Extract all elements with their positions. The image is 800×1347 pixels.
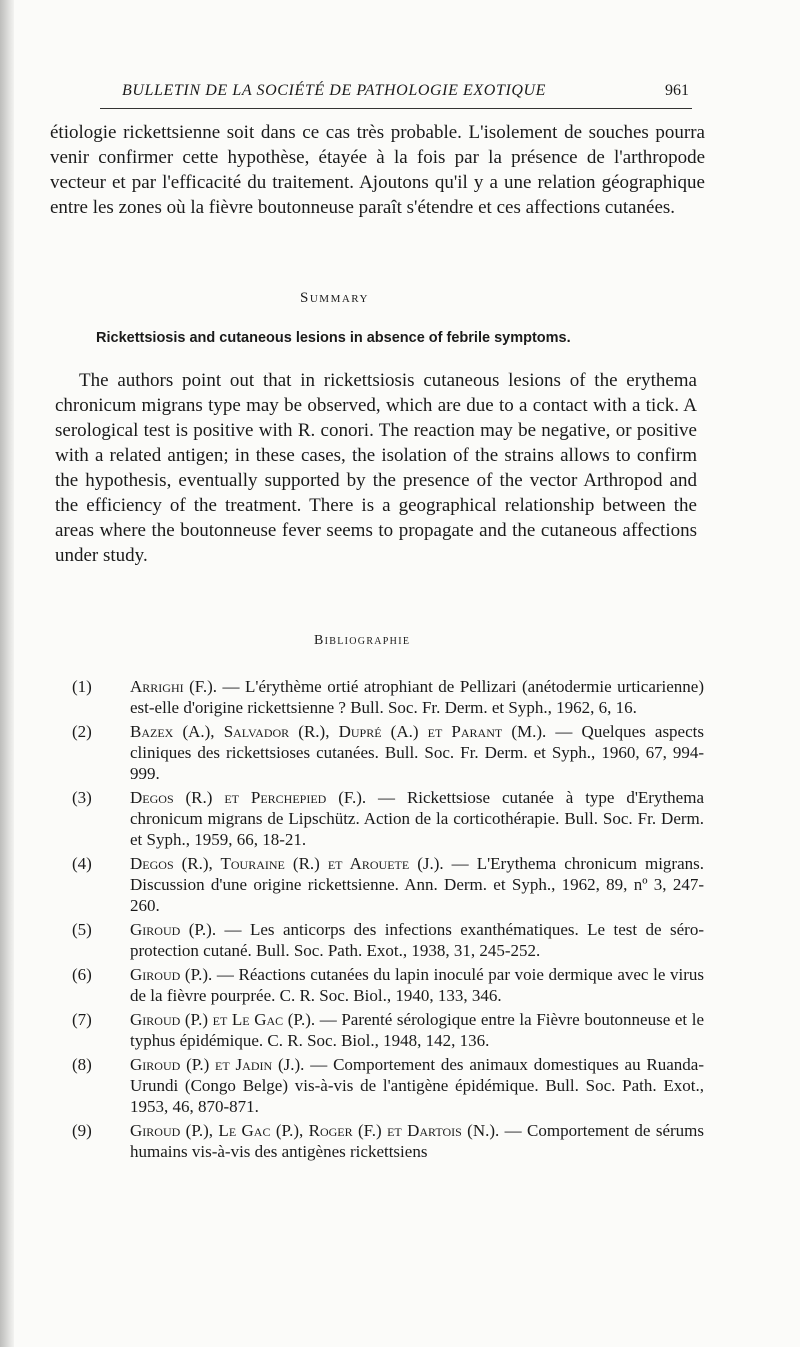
reference-authors: Giroud (P.), Le Gac (P.), Roger (F.) et Dartois (N.). xyxy=(130,1121,500,1140)
bibliography-list xyxy=(72,676,704,1165)
reference-authors: Giroud (P.) et Le Gac (P.). xyxy=(130,1010,316,1029)
reference-authors: Degos (R.), Touraine (R.) et Arouete (J.). xyxy=(130,854,444,873)
intro-paragraph: étiologie rickettsienne soit dans ce cas très probable. L'isolement de souches pourra venir confirmer cette hypothèse, étayée à la fois par la présence de l'arthropode vecteur et par l'efficacité du traitement. Ajoutons qu'il y a une relation géographique entre les zones où la fièvre boutonneuse paraît s'étendre et ces affections cutanées. xyxy=(50,122,705,218)
reference-item xyxy=(72,787,704,850)
reference-text: — Parenté sérologique entre la Fièvre boutonneuse et le typhus épidémique. C. R. Soc. Biol., 1948, 142, 136. xyxy=(130,1010,704,1050)
reference-number: (1) xyxy=(72,677,92,696)
reference-text: — Quelques aspects cliniques des rickettsioses cutanées. Bull. Soc. Fr. Derm. et Syph., 1960, 67, 994-999. xyxy=(130,722,704,783)
reference-number: (8) xyxy=(72,1055,92,1074)
reference-number: (2) xyxy=(72,722,92,741)
reference-number: (9) xyxy=(72,1121,92,1140)
summary-heading: Summary xyxy=(300,290,369,306)
reference-text: — L'érythème ortié atrophiant de Pellizari (anétodermie urticarienne) est-elle d'origine rickettsienne ? Bull. Soc. Fr. Derm. et Syph., 1962, 6, 16. xyxy=(130,677,704,717)
reference-item xyxy=(72,676,704,718)
reference-authors: Arrighi (F.). xyxy=(130,677,218,696)
reference-authors: Giroud (P.). xyxy=(130,920,217,939)
reference-number: (5) xyxy=(72,920,92,939)
summary-subtitle: Rickettsiosis and cutaneous lesions in absence of febrile symptoms. xyxy=(96,330,571,346)
reference-item xyxy=(72,853,704,916)
reference-number: (6) xyxy=(72,965,92,984)
reference-text: — Réactions cutanées du lapin inoculé par voie dermique avec le virus de la fièvre pourprée. C. R. Soc. Biol., 1940, 133, 346. xyxy=(130,965,704,1005)
reference-number: (4) xyxy=(72,854,92,873)
reference-text: — Rickettsiose cutanée à type d'Erythema chronicum migrans de Lipschütz. Action de la corticothérapie. Bull. Soc. Fr. Derm. et Syph., 1959, 66, 18-21. xyxy=(130,788,705,849)
reference-item xyxy=(72,1009,704,1051)
reference-item xyxy=(72,919,704,961)
intro-text xyxy=(50,120,705,220)
reference-number: (3) xyxy=(72,788,92,807)
reference-authors: Giroud (P.) et Jadin (J.). xyxy=(130,1055,305,1074)
summary-paragraph: The authors point out that in rickettsiosis cutaneous lesions of the erythema chronicum migrans type may be observed, which are due to a contact with a tick. A serological test is positive with R. conori. The reaction may be negative, or positive with a related antigen; in these cases, the isolation of the strains allows to confirm the hypothesis, eventually supported by the presence of the vector Arthropod and the efficiency of the treatment. There is a geographical relationship between the areas where the boutonneuse fever seems to propagate and the cutaneous affections under study. xyxy=(55,370,697,566)
reference-item xyxy=(72,1054,704,1117)
reference-authors: Bazex (A.), Salvador (R.), Dupré (A.) et Parant (M.). xyxy=(130,722,547,741)
reference-text: — Comportement des animaux domestiques au Ruanda-Urundi (Congo Belge) vis-à-vis de l'antigène épidémique. Bull. Soc. Path. Exot., 1953, 46, 870-871. xyxy=(130,1055,704,1116)
reference-authors: Degos (R.) et Perchepied (F.). xyxy=(130,788,367,807)
header-rule xyxy=(100,108,692,109)
summary-text xyxy=(55,368,697,568)
reference-text: — Les anticorps des infections exanthématiques. Le test de séro-protection cutané. Bull. Soc. Path. Exot., 1938, 31, 245-252. xyxy=(130,920,705,960)
reference-text: — Comportement de sérums humains vis-à-vis des antigènes rickettsiens xyxy=(130,1121,705,1161)
page-number: 961 xyxy=(665,82,689,99)
reference-item xyxy=(72,1120,704,1162)
reference-text: — L'Erythema chronicum migrans. Discussion d'une origine rickettsienne. Ann. Derm. et Syph., 1962, 89, nº 3, 247-260. xyxy=(130,854,704,915)
reference-number: (7) xyxy=(72,1010,92,1029)
binding-shadow xyxy=(0,0,14,1347)
reference-authors: Giroud (P.). xyxy=(130,965,213,984)
reference-item xyxy=(72,721,704,784)
running-title: BULLETIN DE LA SOCIÉTÉ DE PATHOLOGIE EXOTIQUE xyxy=(122,82,547,99)
bibliography-heading: Bibliographie xyxy=(314,633,411,648)
reference-item xyxy=(72,964,704,1006)
